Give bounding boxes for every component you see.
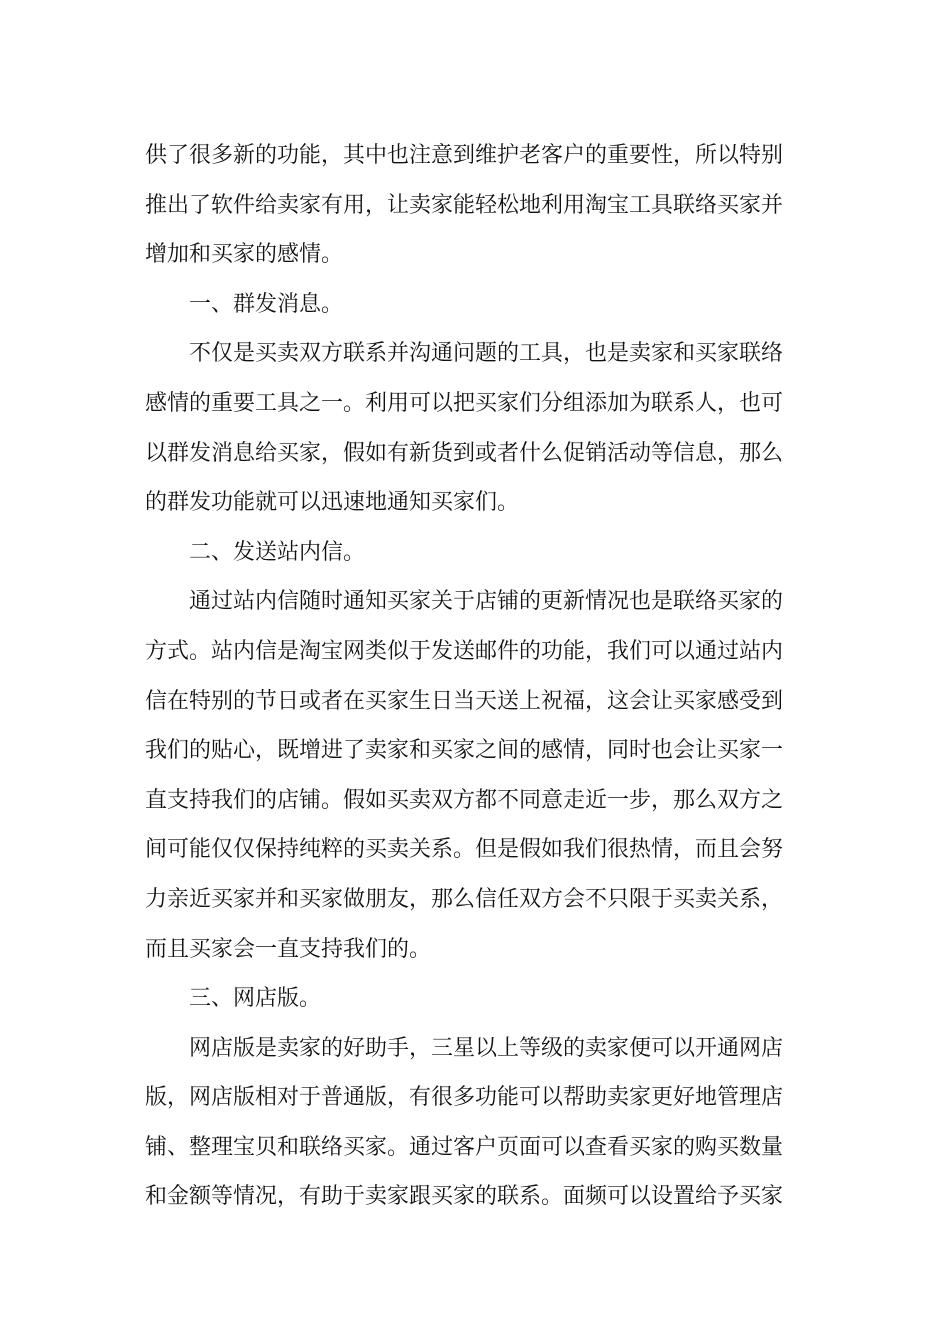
document-body <box>145 131 815 1222</box>
text-line: 增加和买家的感情。 <box>145 242 344 268</box>
text-line: 方式。站内信是淘宝网类似于发送邮件的功能，我们可以通过站内 <box>145 638 784 664</box>
section-heading: 二、发送站内信。 <box>189 539 366 565</box>
text-line: 和金额等情况，有助于卖家跟买家的联系。面频可以设置给予买家 <box>145 1184 784 1210</box>
text-line: 而且买家会一直支持我们的。 <box>145 936 432 962</box>
text-line: 以群发消息给买家，假如有新货到或者什么促销活动等信息，那么 <box>145 440 784 466</box>
text-line: 铺、整理宝贝和联络买家。通过客户页面可以查看买家的购买数量 <box>145 1134 784 1160</box>
text-line: 版，网店版相对于普通版，有很多功能可以帮助卖家更好地管理店 <box>145 1085 784 1111</box>
text-line: 不仅是买卖双方联系并沟通问题的工具，也是卖家和买家联络 <box>189 341 784 367</box>
text-line: 的群发功能就可以迅速地通知买家们。 <box>145 490 520 516</box>
text-line: 感情的重要工具之一。利用可以把买家们分组添加为联系人，也可 <box>145 390 784 416</box>
text-line: 推出了软件给卖家有用，让卖家能轻松地利用淘宝工具联络买家并 <box>145 192 784 218</box>
text-line: 我们的贴心，既增进了卖家和买家之间的感情，同时也会让买家一 <box>145 738 784 764</box>
text-line: 通过站内信随时通知买家关于店铺的更新情况也是联络买家的 <box>189 589 784 615</box>
text-line: 直支持我们的店铺。假如买卖双方都不同意走近一步，那么双方之 <box>145 787 784 813</box>
text-line: 信在特别的节日或者在买家生日当天送上祝福，这会让买家感受到 <box>145 688 784 714</box>
section-heading: 三、网店版。 <box>189 986 322 1012</box>
text-line: 间可能仅仅保持纯粹的买卖关系。但是假如我们很热情，而且会努 <box>145 837 784 863</box>
text-line: 供了很多新的功能，其中也注意到维护老客户的重要性，所以特别 <box>145 143 784 168</box>
text-line: 力亲近买家并和买家做朋友，那么信任双方会不只限于买卖关系， <box>145 886 784 912</box>
section-heading: 一、群发消息。 <box>189 291 344 317</box>
text-line: 网店版是卖家的好助手，三星以上等级的卖家便可以开通网店 <box>189 1035 784 1061</box>
